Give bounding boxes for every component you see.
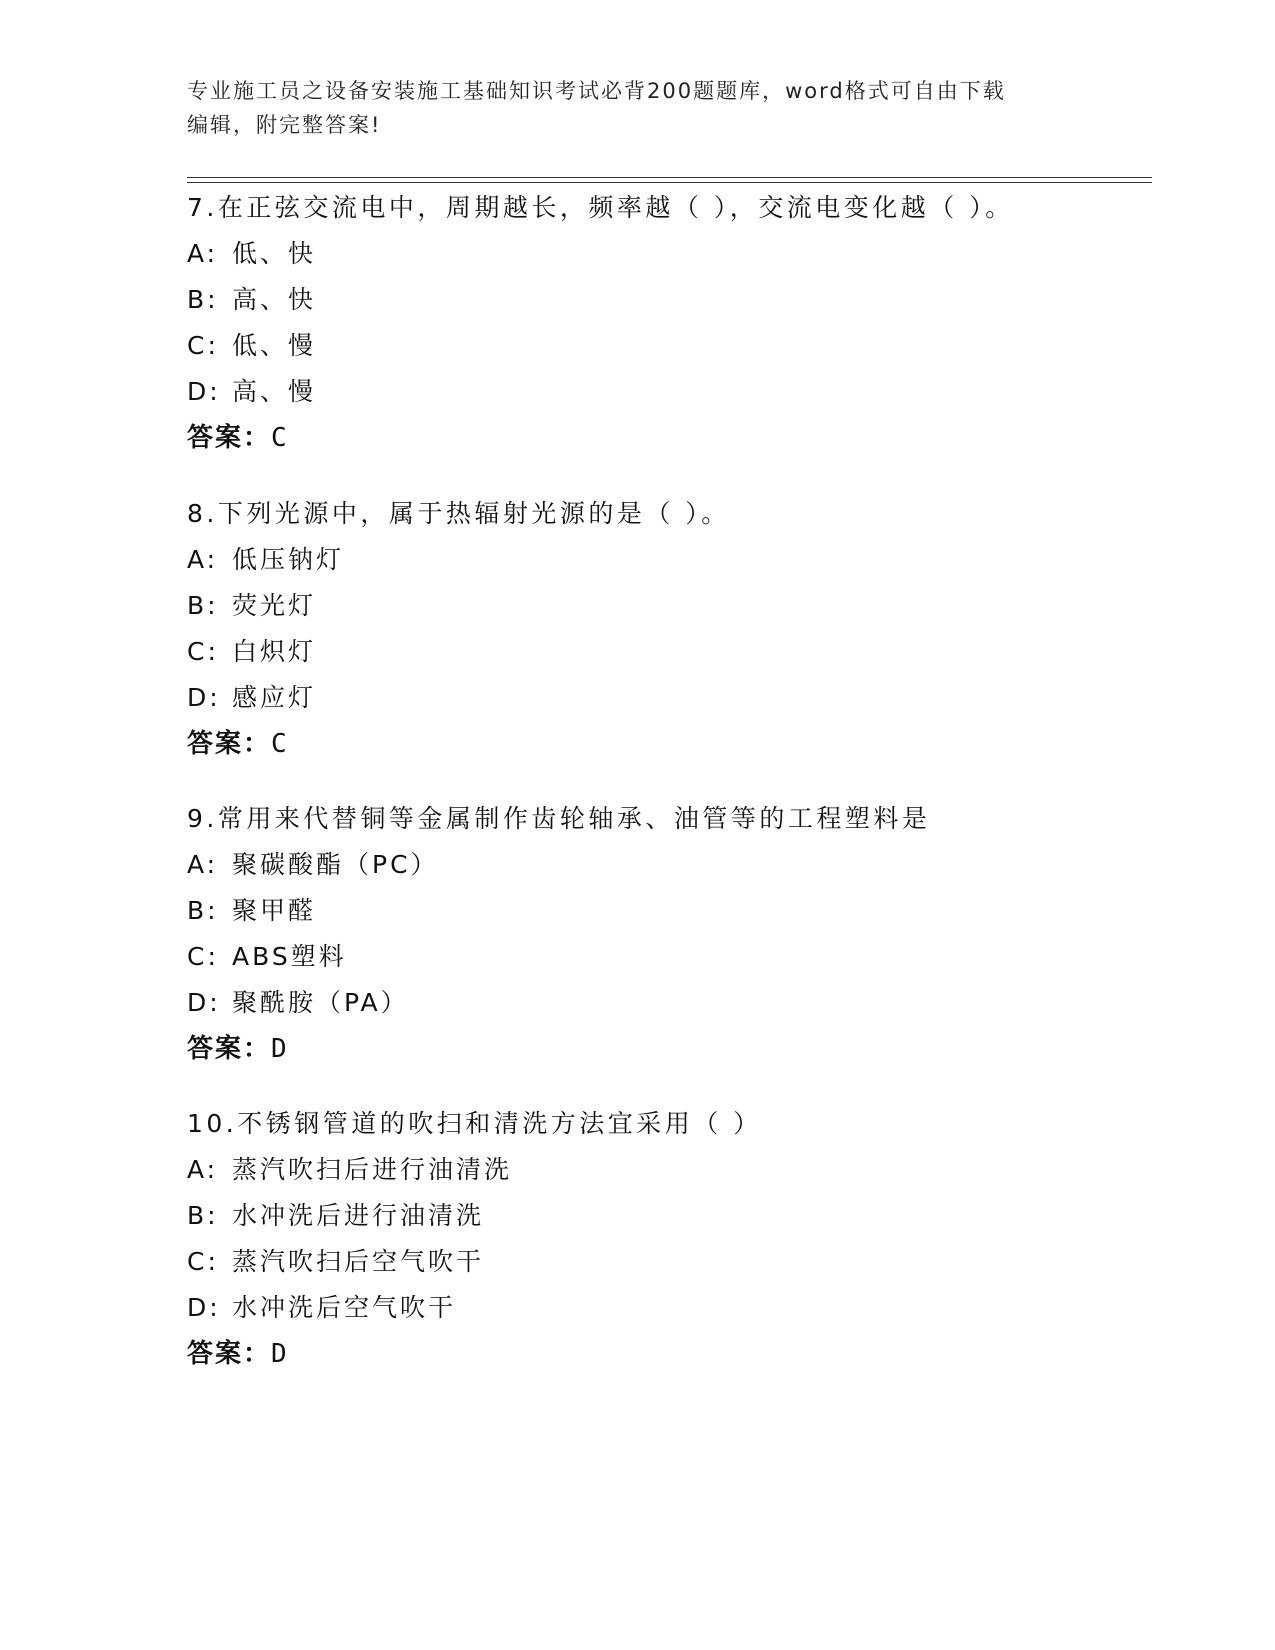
option-letter: D: [187, 988, 221, 1017]
question-7 [187, 185, 1147, 461]
option-b [187, 583, 1147, 629]
option-text: 聚甲醛 [232, 896, 317, 925]
answer-label: 答案： [187, 423, 272, 453]
option-a [187, 1147, 1147, 1193]
option-letter: C: [187, 1247, 219, 1276]
option-letter: D: [187, 683, 221, 712]
option-c [187, 1239, 1147, 1285]
header-line-1: 专业施工员之设备安装施工基础知识考试必背200题题库，word格式可自由下载 [187, 79, 1006, 103]
answer-line [187, 1026, 1147, 1072]
document-header [187, 74, 1087, 142]
answer-label: 答案： [187, 729, 272, 759]
question-stem: 8.下列光源中，属于热辐射光源的是（ ）。 [187, 499, 730, 528]
option-text: 高、快 [232, 285, 317, 314]
option-text: 蒸汽吹扫后进行油清洗 [232, 1155, 513, 1184]
answer-value: C [271, 729, 289, 759]
option-letter: A: [187, 1155, 219, 1184]
answer-line [187, 415, 1147, 461]
option-letter: B: [187, 591, 219, 620]
option-b [187, 888, 1147, 934]
option-b [187, 277, 1147, 323]
option-a [187, 231, 1147, 277]
answer-label: 答案： [187, 1034, 272, 1064]
question-9 [187, 796, 1147, 1072]
answer-label: 答案： [187, 1339, 272, 1369]
option-letter: D: [187, 377, 221, 406]
answer-value: D [271, 1034, 289, 1064]
option-text: 低、快 [232, 239, 317, 268]
option-letter: C: [187, 331, 219, 360]
option-a [187, 842, 1147, 888]
option-c [187, 323, 1147, 369]
option-text: ABS塑料 [232, 942, 347, 971]
option-text: 水冲洗后进行油清洗 [232, 1201, 485, 1230]
option-d [187, 369, 1147, 415]
option-letter: B: [187, 896, 219, 925]
option-a [187, 537, 1147, 583]
option-letter: B: [187, 1201, 219, 1230]
option-text: 蒸汽吹扫后空气吹干 [232, 1247, 485, 1276]
option-letter: C: [187, 637, 219, 666]
option-letter: D: [187, 1293, 221, 1322]
option-text: 低压钠灯 [232, 545, 345, 574]
answer-value: C [271, 423, 289, 453]
option-d [187, 980, 1147, 1026]
answer-value: D [271, 1339, 289, 1369]
option-text: 高、慢 [232, 377, 317, 406]
header-line-2: 编辑，附完整答案! [187, 113, 382, 137]
header-divider-top [187, 177, 1152, 178]
option-text: 聚酰胺（PA） [232, 988, 409, 1017]
option-text: 水冲洗后空气吹干 [232, 1293, 457, 1322]
header-divider-bottom [187, 182, 1152, 183]
answer-line [187, 1331, 1147, 1377]
question-10 [187, 1101, 1147, 1377]
question-stem: 7.在正弦交流电中，周期越长，频率越（ ），交流电变化越（ ）。 [187, 193, 1014, 222]
option-text: 荧光灯 [232, 591, 317, 620]
option-text: 低、慢 [232, 331, 317, 360]
option-letter: B: [187, 285, 219, 314]
option-c [187, 934, 1147, 980]
option-letter: C: [187, 942, 219, 971]
question-8 [187, 491, 1147, 767]
option-d [187, 1285, 1147, 1331]
answer-line [187, 721, 1147, 767]
option-letter: A: [187, 545, 219, 574]
option-d [187, 675, 1147, 721]
option-letter: A: [187, 239, 219, 268]
option-letter: A: [187, 850, 219, 879]
option-c [187, 629, 1147, 675]
option-text: 感应灯 [232, 683, 317, 712]
option-text: 白炽灯 [232, 637, 317, 666]
question-stem: 9.常用来代替铜等金属制作齿轮轴承、油管等的工程塑料是 [187, 804, 931, 833]
option-b [187, 1193, 1147, 1239]
question-stem: 10.不锈钢管道的吹扫和清洗方法宜采用（ ） [187, 1109, 762, 1138]
option-text: 聚碳酸酯（PC） [232, 850, 439, 879]
